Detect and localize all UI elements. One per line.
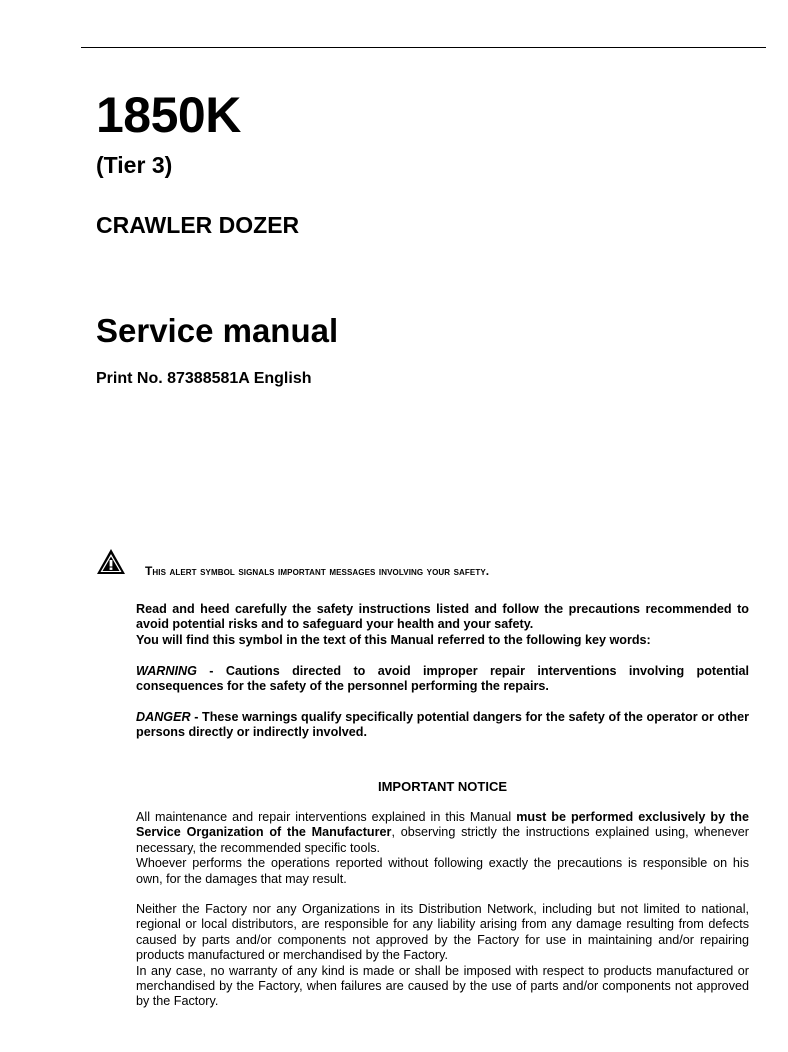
model-number: 1850K [96, 87, 241, 143]
notice-p1-start: All maintenance and repair interventions explained in this Manual [136, 810, 517, 824]
document-title: Service manual [96, 312, 339, 349]
warning-text: - Cautions directed to avoid improper repair interventions involving potential consequences for the safety of the personnel performing the repairs. [136, 664, 749, 694]
danger-keyword: DANGER [136, 710, 191, 724]
warning-definition [136, 664, 749, 695]
notice-p1-liability: Whoever performs the operations reported without following exactly the precautions is responsible on his own, for the damages that may result. [136, 856, 749, 886]
top-rule [81, 47, 766, 48]
notice-paragraph-1 [136, 810, 749, 887]
safety-intro-line2: You will find this symbol in the text of this Manual referred to the following key words: [136, 632, 651, 647]
warning-keyword: WARNING [136, 664, 197, 678]
notice-p1-main [136, 810, 749, 856]
notice-p1-emphasis: must be performed exclusively by the Service Organization of the Manufacturer [136, 810, 749, 840]
danger-definition [136, 710, 749, 741]
warning-triangle-icon [96, 548, 126, 575]
print-number: Print No. 87388581A English [96, 370, 312, 387]
safety-intro [136, 602, 749, 648]
tier-label: (Tier 3) [96, 152, 173, 178]
safety-intro-line1: Read and heed carefully the safety instructions listed and follow the precautions recommended to avoid potential risks and to safeguard your health and your safety. [136, 602, 749, 632]
danger-text: - These warnings qualify specifically potential dangers for the safety of the operator or other persons directly or indirectly involved. [136, 710, 749, 740]
notice-title: IMPORTANT NOTICE [377, 779, 508, 794]
notice-paragraph-2 [136, 902, 749, 1010]
alert-statement: This alert symbol signals important messages involving your safety. [145, 564, 490, 578]
machine-type: CRAWLER DOZER [96, 212, 300, 238]
notice-p1-end: , observing strictly the instructions explained using, whenever necessary, the recommended specific tools. [136, 825, 749, 855]
notice-p2-warranty: In any case, no warranty of any kind is made or shall be imposed with respect to products manufactured or merchandised by the Factory, when failures are caused by the use of parts and/or components not approved by the Factory. [136, 963, 749, 1009]
notice-p2-disclaimer: Neither the Factory nor any Organizations in its Distribution Network, including but not limited to national, regional or local distributors, are responsible for any liability arising from any damage resulting from defects caused by parts and/or components not approved by the Factory for use in maintaining and/or repairing products manufactured or merchandised by the Factory. [136, 902, 749, 963]
